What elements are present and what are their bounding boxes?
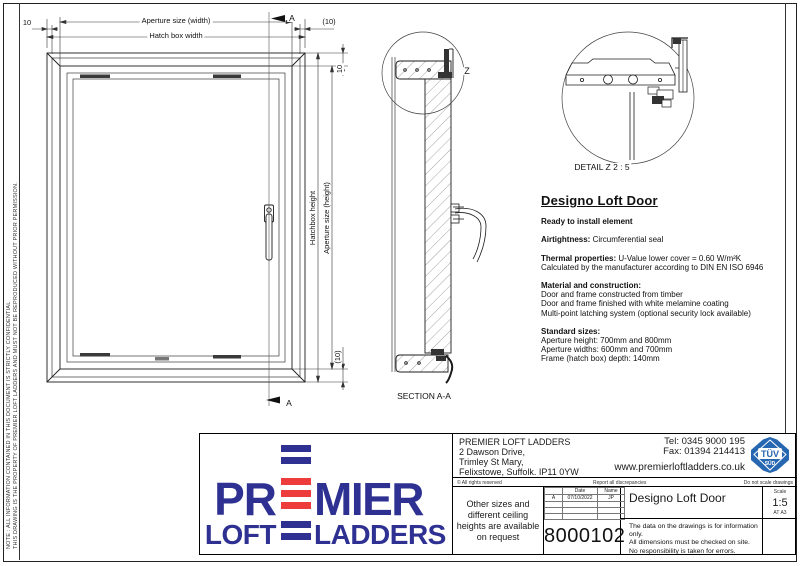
no-scale-text: Do not scale drawings — [743, 480, 793, 486]
bottom-right-offset-label: (10) — [333, 350, 342, 364]
detail-z-marker-label: Z — [464, 66, 470, 76]
door-fittings — [80, 75, 241, 361]
confidentiality-note-line2: THIS DRAWING IS THE PROPERTY OF PREMIER LOFT LADDERS AND MUST NOT BE REPRODUCED WITHOUT PRIOR PERMISSION. — [12, 182, 19, 549]
detail-view-label: DETAIL Z 2 : 5 — [574, 162, 630, 172]
address-line: 2 Dawson Drive, — [459, 447, 526, 457]
other-sizes-note: Other sizes and different ceiling heights are available on request — [453, 487, 544, 554]
airtightness-value: Circumferential seal — [590, 235, 664, 245]
logo-text-ladders: LADDERS — [314, 519, 446, 550]
left-offset-label: 10 — [22, 18, 32, 27]
section-marker-bottom: A — [286, 398, 292, 408]
disclaimer-line: The data on the drawings is for information only. — [629, 523, 758, 539]
material-line: Door and frame constructed from timber — [541, 290, 683, 300]
logo-ladder-rung — [281, 502, 311, 509]
company-logo — [200, 434, 453, 554]
logo-ladder-rung — [281, 533, 311, 540]
drawing-title: Designo Loft Door — [629, 491, 726, 505]
thermal-value: U-Value lower cover = 0.60 W/m²K — [616, 253, 742, 263]
front-view — [47, 53, 305, 382]
right-offset-label: (10) — [322, 17, 336, 26]
revision-author: JP — [598, 495, 625, 502]
revision-name-header: Name — [598, 488, 625, 495]
tuv-sud-logo — [748, 436, 792, 475]
logo-text-mier: MIER — [314, 473, 423, 525]
tuv-text: TÜV — [761, 449, 779, 459]
thermal-note: Calculated by the manufacturer according to DIN EN ISO 6946 — [541, 262, 764, 272]
section-marker-top: A — [289, 13, 295, 23]
logo-ladder-rung — [281, 445, 311, 452]
sizes-line: Aperture widths: 600mm and 700mm — [541, 345, 673, 355]
hatchbox-height-label: Hatchbox height — [308, 190, 317, 246]
discrepancies-text: Report all discrepancies — [593, 480, 647, 486]
hatch-box-width-label: Hatch box width — [149, 31, 203, 40]
scale-cell — [763, 487, 797, 554]
airtightness-label: Airtightness: — [541, 235, 591, 245]
rights-reserved-text: © All rights reserved — [457, 480, 502, 486]
logo-text-pr: PR — [214, 473, 276, 525]
title-block — [199, 433, 796, 555]
detail-z-view — [562, 32, 694, 164]
top-right-offset-label: 10 — [335, 64, 344, 74]
address-block — [453, 434, 797, 477]
website-link[interactable]: www.premierloftladders.co.uk — [614, 462, 745, 473]
section-view-label: SECTION A-A — [397, 391, 451, 401]
logo-ladder-rung — [281, 457, 311, 464]
logo-ladder-rung — [281, 521, 311, 528]
title-block-bottom-row — [453, 487, 797, 554]
section-line-a — [266, 12, 285, 406]
drawing-number: 8000102 — [544, 525, 626, 547]
sud-text: SÜD — [764, 461, 776, 467]
drawing-number-cell — [544, 487, 626, 554]
scale-label: Scale — [773, 489, 787, 495]
aperture-width-label: Aperture size (width) — [141, 16, 211, 25]
logo-ladder-rung — [281, 478, 311, 485]
fine-print-row — [453, 477, 797, 487]
phone-number: Tel: 0345 9000 195 — [664, 436, 745, 447]
section-arrow-bottom — [266, 397, 280, 404]
material-label: Material and construction: — [541, 281, 642, 291]
spec-column — [541, 193, 773, 373]
revision-date: 07/10/2022 — [563, 495, 598, 502]
material-line: Door and frame finished with white melamine coating — [541, 299, 729, 309]
revision-letter: A — [545, 495, 563, 502]
section-arrow-top — [271, 15, 285, 22]
address-line: Felixstowe, Suffolk. IP11 0YW — [459, 467, 579, 477]
company-name: PREMIER LOFT LADDERS — [459, 437, 571, 447]
address-line: Trimley St Mary, — [459, 457, 524, 467]
revision-date-header: Date — [563, 488, 598, 495]
section-view — [382, 32, 486, 383]
ready-text: Ready to install element — [541, 217, 633, 227]
logo-text-loft: LOFT — [204, 519, 276, 550]
material-line: Multi-point latching system (optional security lock available) — [541, 308, 751, 318]
product-title: Designo Loft Door — [541, 193, 658, 208]
scale-sheet: AT A3 — [773, 510, 787, 516]
confidentiality-note-line1: NOTE : ALL INFORMATION CONTAINED IN THIS DOCUMENT IS STRICTLY CONFIDENTIAL — [6, 301, 12, 549]
revision-table — [544, 487, 625, 520]
aperture-height-label: Aperture size (height) — [322, 182, 331, 254]
drawing-title-cell — [621, 487, 763, 554]
scale-value: 1:5 — [772, 497, 788, 509]
thermal-label: Thermal properties: — [541, 253, 617, 263]
disclaimer-line: All dimensions must be checked on site. — [629, 539, 750, 547]
sizes-label: Standard sizes: — [541, 326, 601, 336]
disclaimer-line: No responsibility is taken for errors. — [629, 547, 736, 555]
logo-ladder-rung — [281, 490, 311, 497]
section-handle — [451, 204, 486, 262]
fax-number: Fax: 01394 214413 — [663, 446, 745, 457]
sizes-line: Aperture height: 700mm and 800mm — [541, 336, 672, 346]
sizes-line: Frame (hatch box) depth: 140mm — [541, 354, 660, 364]
revision-row — [545, 495, 625, 502]
